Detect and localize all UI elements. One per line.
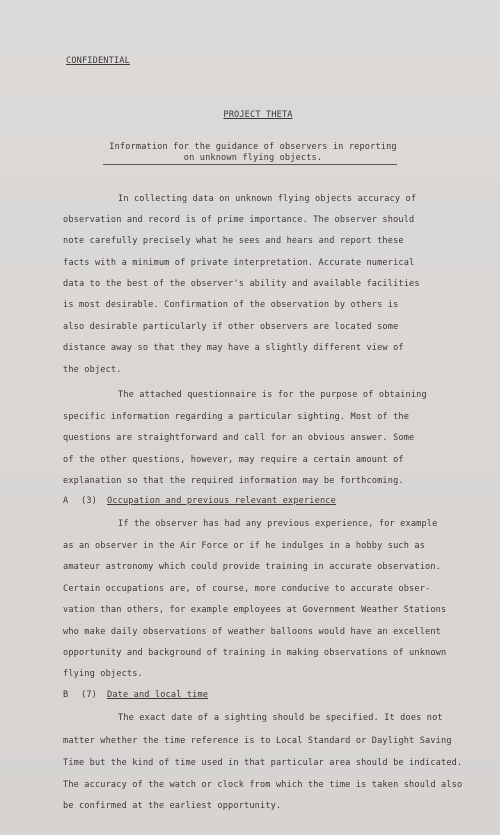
section-a-line-6: who make daily observations of weather balloons would have an excellent <box>63 627 441 637</box>
section-b-heading <box>63 690 208 700</box>
subtitle-line-1: Information for the guidance of observers in reporting <box>109 142 397 152</box>
para2-line-1: The attached questionnaire is for the purpose of obtaining <box>118 390 427 400</box>
classification-marking: CONFIDENTIAL <box>66 56 130 66</box>
section-a-line-4: Certain occupations are, of course, more conducive to accurate obser- <box>63 584 431 594</box>
subtitle-line-2: on unknown flying objects. <box>183 153 323 163</box>
para1-line-1: In collecting data on unknown flying objects accuracy of <box>118 194 417 204</box>
section-a-number: (3) <box>81 496 97 506</box>
para2-line-4: of the other questions, however, may require a certain amount of <box>63 455 404 465</box>
section-a-line-7: opportunity and background of training in making observations of unknown <box>63 648 447 658</box>
para1-line-3: note carefully precisely what he sees and hears and report these <box>63 236 404 246</box>
section-a-line-1: If the observer has had any previous experience, for example <box>118 519 438 529</box>
para1-line-6: is most desirable. Confirmation of the observation by others is <box>63 300 399 310</box>
section-b-line-2: matter whether the time reference is to Local Standard or Daylight Saving <box>63 736 452 746</box>
para1-line-5: data to the best of the observer's ability and available facilities <box>63 279 420 289</box>
para1-line-4: facts with a minimum of private interpretation. Accurate numerical <box>63 258 415 268</box>
para2-line-3: questions are straightforward and call for an obvious answer. Some <box>63 433 415 443</box>
project-title: PROJECT THETA <box>223 110 293 120</box>
para1-line-7: also desirable particularly if other observers are located some <box>63 322 399 332</box>
subtitle-underline <box>103 164 397 165</box>
section-a-line-3: amateur astronomy which could provide training in accurate observation. <box>63 562 441 572</box>
section-b-letter: B <box>63 690 69 700</box>
section-b-number: (7) <box>81 690 97 700</box>
section-a-line-8: flying objects. <box>63 669 143 679</box>
section-a-letter: A <box>63 496 69 506</box>
section-b-line-1: The exact date of a sighting should be specified. It does not <box>118 713 443 723</box>
section-a-title: Occupation and previous relevant experience <box>107 496 336 506</box>
para1-line-2: observation and record is of prime importance. The observer should <box>63 215 415 225</box>
section-b-line-3: Time but the kind of time used in that particular area should be indicated. <box>63 758 463 768</box>
para2-line-2: specific information regarding a particular sighting. Most of the <box>63 412 410 422</box>
para1-line-8: distance away so that they may have a slightly different view of <box>63 343 404 353</box>
section-a-heading <box>63 496 336 506</box>
para2-line-5: explanation so that the required information may be forthcoming. <box>63 476 404 486</box>
section-b-title: Date and local time <box>107 690 209 700</box>
para1-line-9: the object. <box>63 365 122 375</box>
section-a-line-2: as an observer in the Air Force or if he indulges in a hobby such as <box>63 541 426 551</box>
section-a-line-5: vation than others, for example employees at Government Weather Stations <box>63 605 447 615</box>
section-b-line-5: be confirmed at the earliest opportunity. <box>63 801 282 811</box>
section-b-line-4: The accuracy of the watch or clock from which the time is taken should also <box>63 780 463 790</box>
